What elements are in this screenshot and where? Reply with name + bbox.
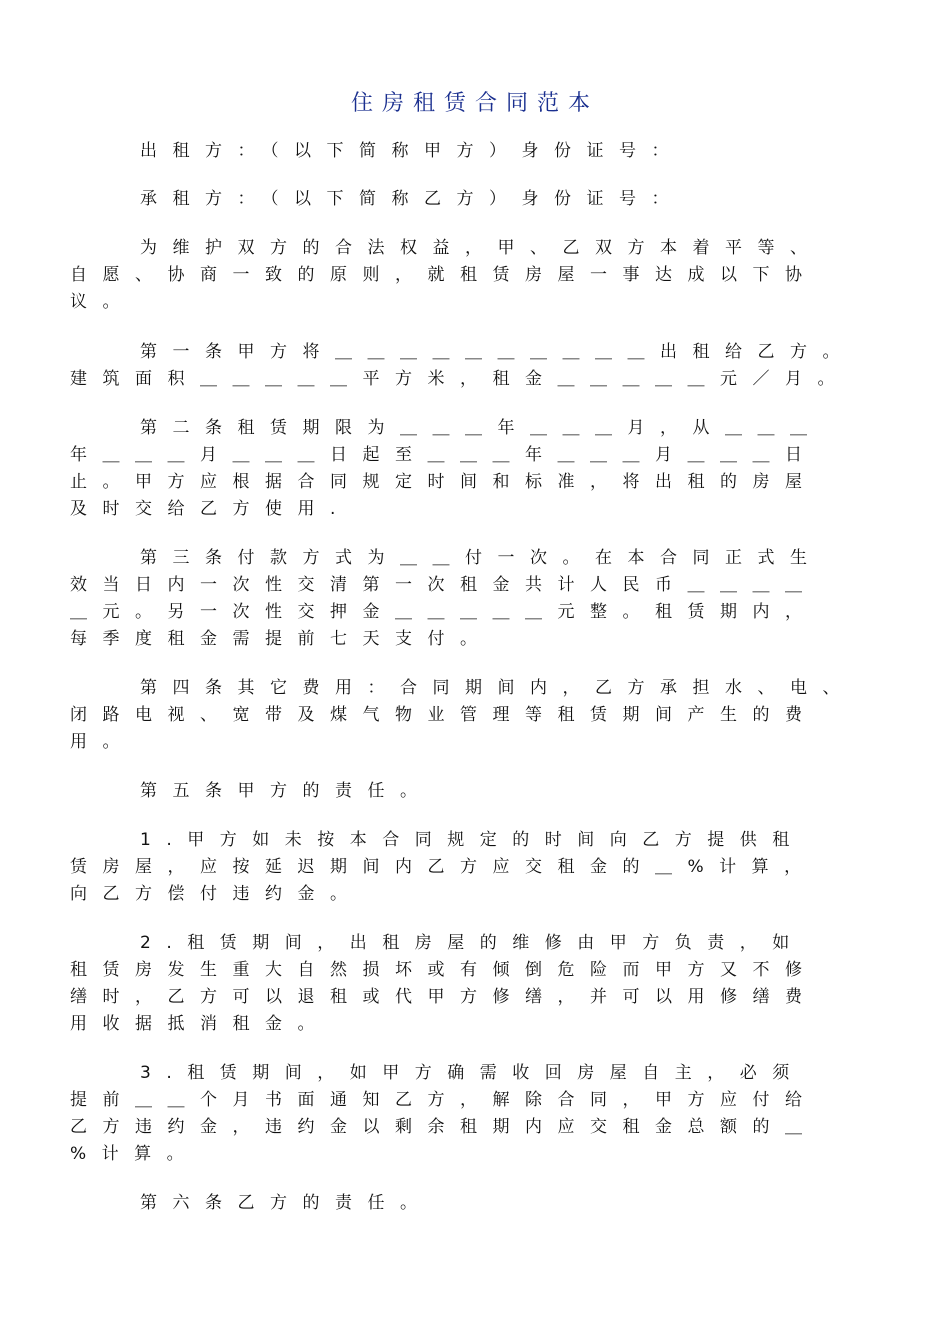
clause-5-3-line-2: 提前＿＿个月书面通知乙方，解除合同，甲方应付给 [70, 1090, 818, 1110]
document-title: 住房租赁合同范本 [350, 91, 599, 116]
article-2-line-4: 及时交给乙方使用. [70, 499, 351, 519]
article-3-line-3: ＿元。另一次性交押金＿＿＿＿＿元整。租赁期内， [70, 602, 818, 622]
article-4-line-2: 闭路电视、宽带及煤气物业管理等租赁期间产生的费 [70, 705, 818, 725]
article-2-line-2: 年＿＿＿月＿＿＿日起至＿＿＿年＿＿＿月＿＿＿日 [70, 445, 818, 465]
preamble-line-2: 自愿、协商一致的原则，就租赁房屋一事达成以下协 [70, 265, 818, 285]
article-1-line-2: 建筑面积＿＿＿＿＿平方米，租金＿＿＿＿＿元／月。 [70, 369, 850, 389]
clause-5-1-line-3: 向乙方偿付违约金。 [70, 884, 363, 904]
lessee-line: 承租方：（以下简称乙方）身份证号： [140, 189, 684, 209]
article-1-line-1: 第一条甲方将＿＿＿＿＿＿＿＿＿＿出租给乙方。 [140, 342, 855, 362]
clause-5-2-line-3: 缮时，乙方可以退租或代甲方修缮，并可以用修缮费 [70, 987, 818, 1007]
clause-5-3-line-4: %计算。 [70, 1144, 200, 1164]
lessor-line: 出租方：（以下简称甲方）身份证号： [140, 141, 684, 161]
clause-5-1-line-1: 1.甲方如未按本合同规定的时间向乙方提供租 [140, 830, 805, 850]
article-3-line-1: 第三条付款方式为＿＿付一次。在本合同正式生 [140, 548, 823, 568]
preamble-line-1: 为维护双方的合法权益，甲、乙双方本着平等、 [140, 238, 823, 258]
article-3-line-2: 效当日内一次性交清第一次租金共计人民币＿＿＿＿ [70, 575, 818, 595]
article-5-heading: 第五条甲方的责任。 [140, 781, 433, 801]
clause-5-3-line-3: 乙方违约金，违约金以剩余租期内应交租金总额的＿ [70, 1117, 818, 1137]
article-2-line-1: 第二条租赁期限为＿＿＿年＿＿＿月，从＿＿＿ [140, 418, 823, 438]
preamble-line-3: 议。 [70, 292, 135, 312]
clause-5-1-line-2: 赁房屋，应按延迟期间内乙方应交租金的＿%计算， [70, 857, 817, 877]
article-2-line-3: 止。甲方应根据合同规定时间和标准，将出租的房屋 [70, 472, 818, 492]
clause-5-2-line-2: 租赁房发生重大自然损坏或有倾倒危险而甲方又不修 [70, 960, 818, 980]
article-6-heading: 第六条乙方的责任。 [140, 1193, 433, 1213]
article-4-line-1: 第四条其它费用：合同期间内，乙方承担水、电、 [140, 678, 855, 698]
article-3-line-4: 每季度租金需提前七天支付。 [70, 629, 493, 649]
clause-5-2-line-1: 2.租赁期间，出租房屋的维修由甲方负责，如 [140, 933, 805, 953]
clause-5-2-line-4: 用收据抵消租金。 [70, 1014, 330, 1034]
article-4-line-3: 用。 [70, 732, 135, 752]
clause-5-3-line-1: 3.租赁期间，如甲方确需收回房屋自主，必须 [140, 1063, 805, 1083]
